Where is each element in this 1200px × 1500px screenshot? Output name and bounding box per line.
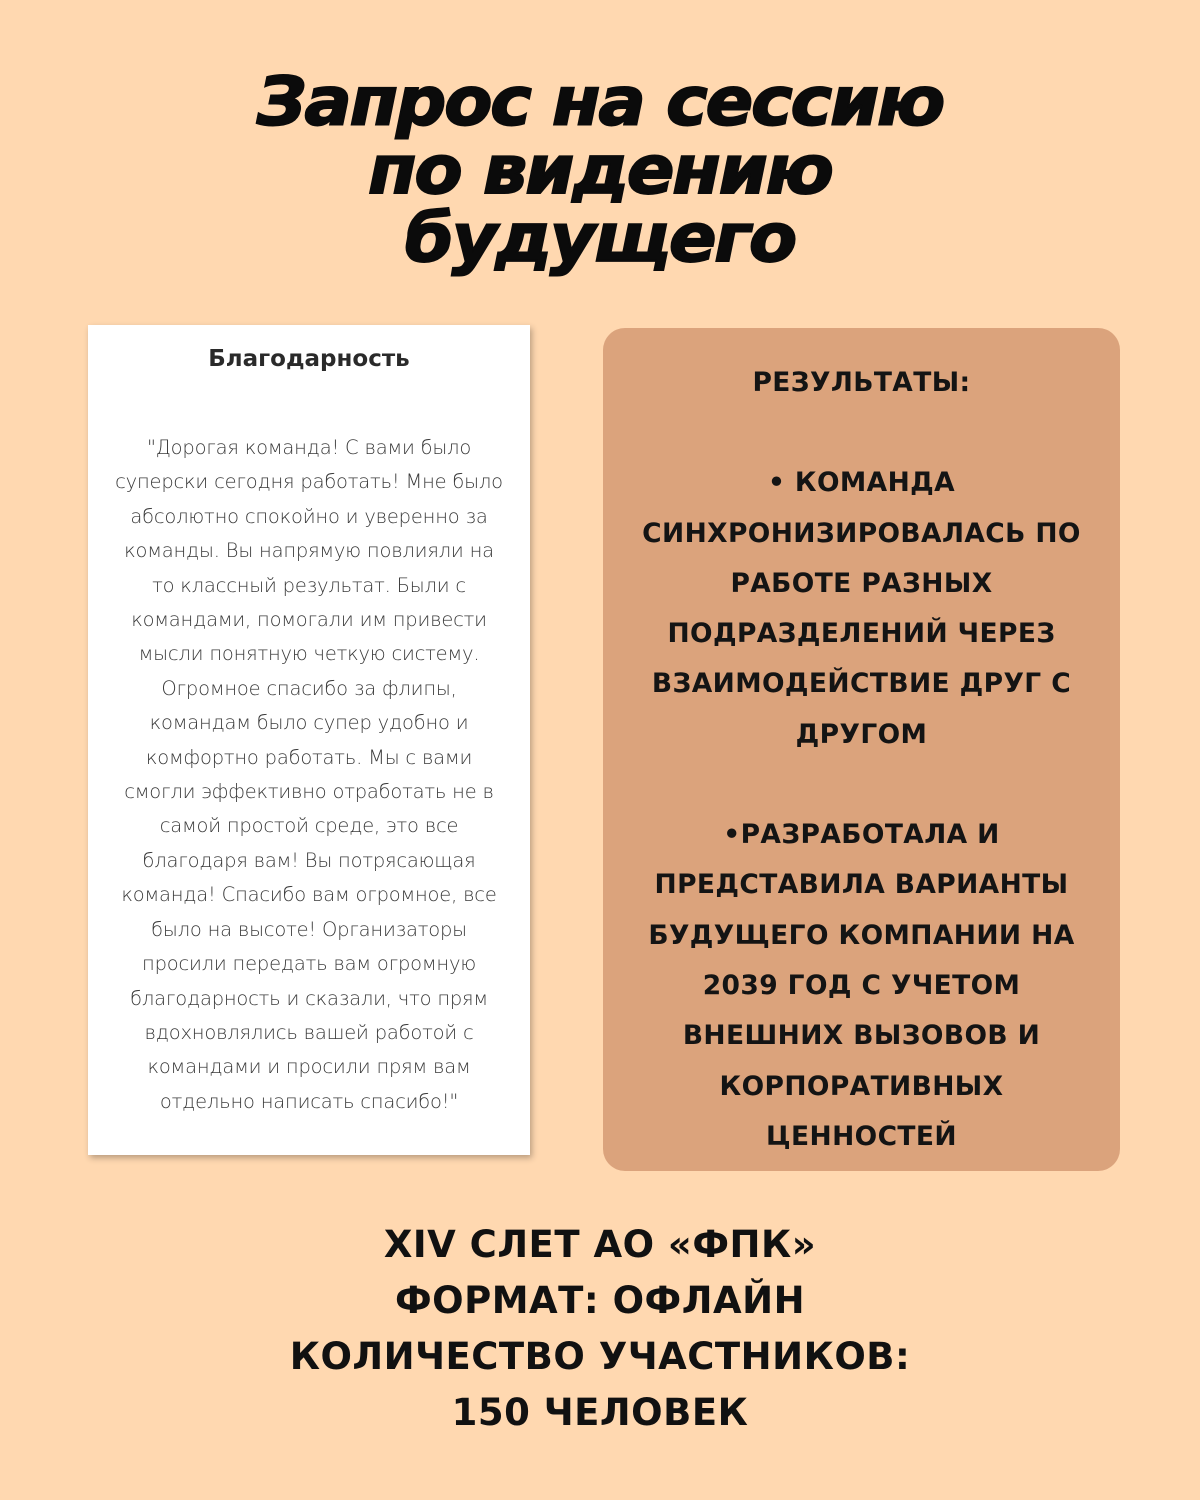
testimonial-heading: Благодарность bbox=[208, 346, 410, 372]
results-heading: РЕЗУЛЬТАТЫ: bbox=[752, 367, 971, 398]
results-item-1: • КОМАНДА СИНХРОНИЗИРОВАЛАСЬ ПО РАБОТЕ РАЗНЫХ ПОДРАЗДЕЛЕНИЙ ЧЕРЕЗ ВЗАИМОДЕЙСТВИЕ ДРУГ С ДРУГОМ bbox=[642, 467, 1081, 750]
page-title bbox=[0, 62, 1200, 278]
testimonial-card bbox=[88, 325, 530, 1155]
title-line-3: будущего bbox=[404, 199, 796, 278]
title-line-1: Запрос на сессию bbox=[256, 62, 944, 141]
title-line-2: по видению bbox=[368, 131, 832, 209]
participants-value: 150 ЧЕЛОВЕК bbox=[451, 1391, 749, 1434]
results-panel bbox=[603, 328, 1120, 1171]
participants-label: КОЛИЧЕСТВО УЧАСТНИКОВ: bbox=[289, 1335, 911, 1378]
testimonial-text: "Дорогая команда! С вами было суперски сегодня работать! Мне было абсолютно спокойно и уверенно за команды. Вы напрямую повлияли на то классный результат. Были с командами, помогали им привести мысли понятную четкую систему. Огромное спасибо за флипы, командам было супер удобно и комфортно работать. Мы с вами смогли эффективно отработать не в самой простой среде, это все благодаря вам! Вы потрясающая команда! Спасибо вам огромное, все было на высоте! Организаторы просили передать вам огромную благодарность и сказали, что прям вдохновлялись вашей работой с командами и просили прям вам отдельно написать спасибо!" bbox=[115, 436, 503, 1113]
event-info bbox=[0, 1217, 1200, 1441]
event-name: XIV СЛЕТ АО «ФПК» bbox=[383, 1223, 817, 1266]
event-format: ФОРМАТ: ОФЛАЙН bbox=[394, 1279, 806, 1322]
results-item-2: •РАЗРАБОТАЛА И ПРЕДСТАВИЛА ВАРИАНТЫ БУДУЩЕГО КОМПАНИИ НА 2039 ГОД С УЧЕТОМ ВНЕШНИХ ВЫЗОВОВ И КОРПОРАТИВНЫХ ЦЕННОСТЕЙ bbox=[648, 819, 1075, 1152]
